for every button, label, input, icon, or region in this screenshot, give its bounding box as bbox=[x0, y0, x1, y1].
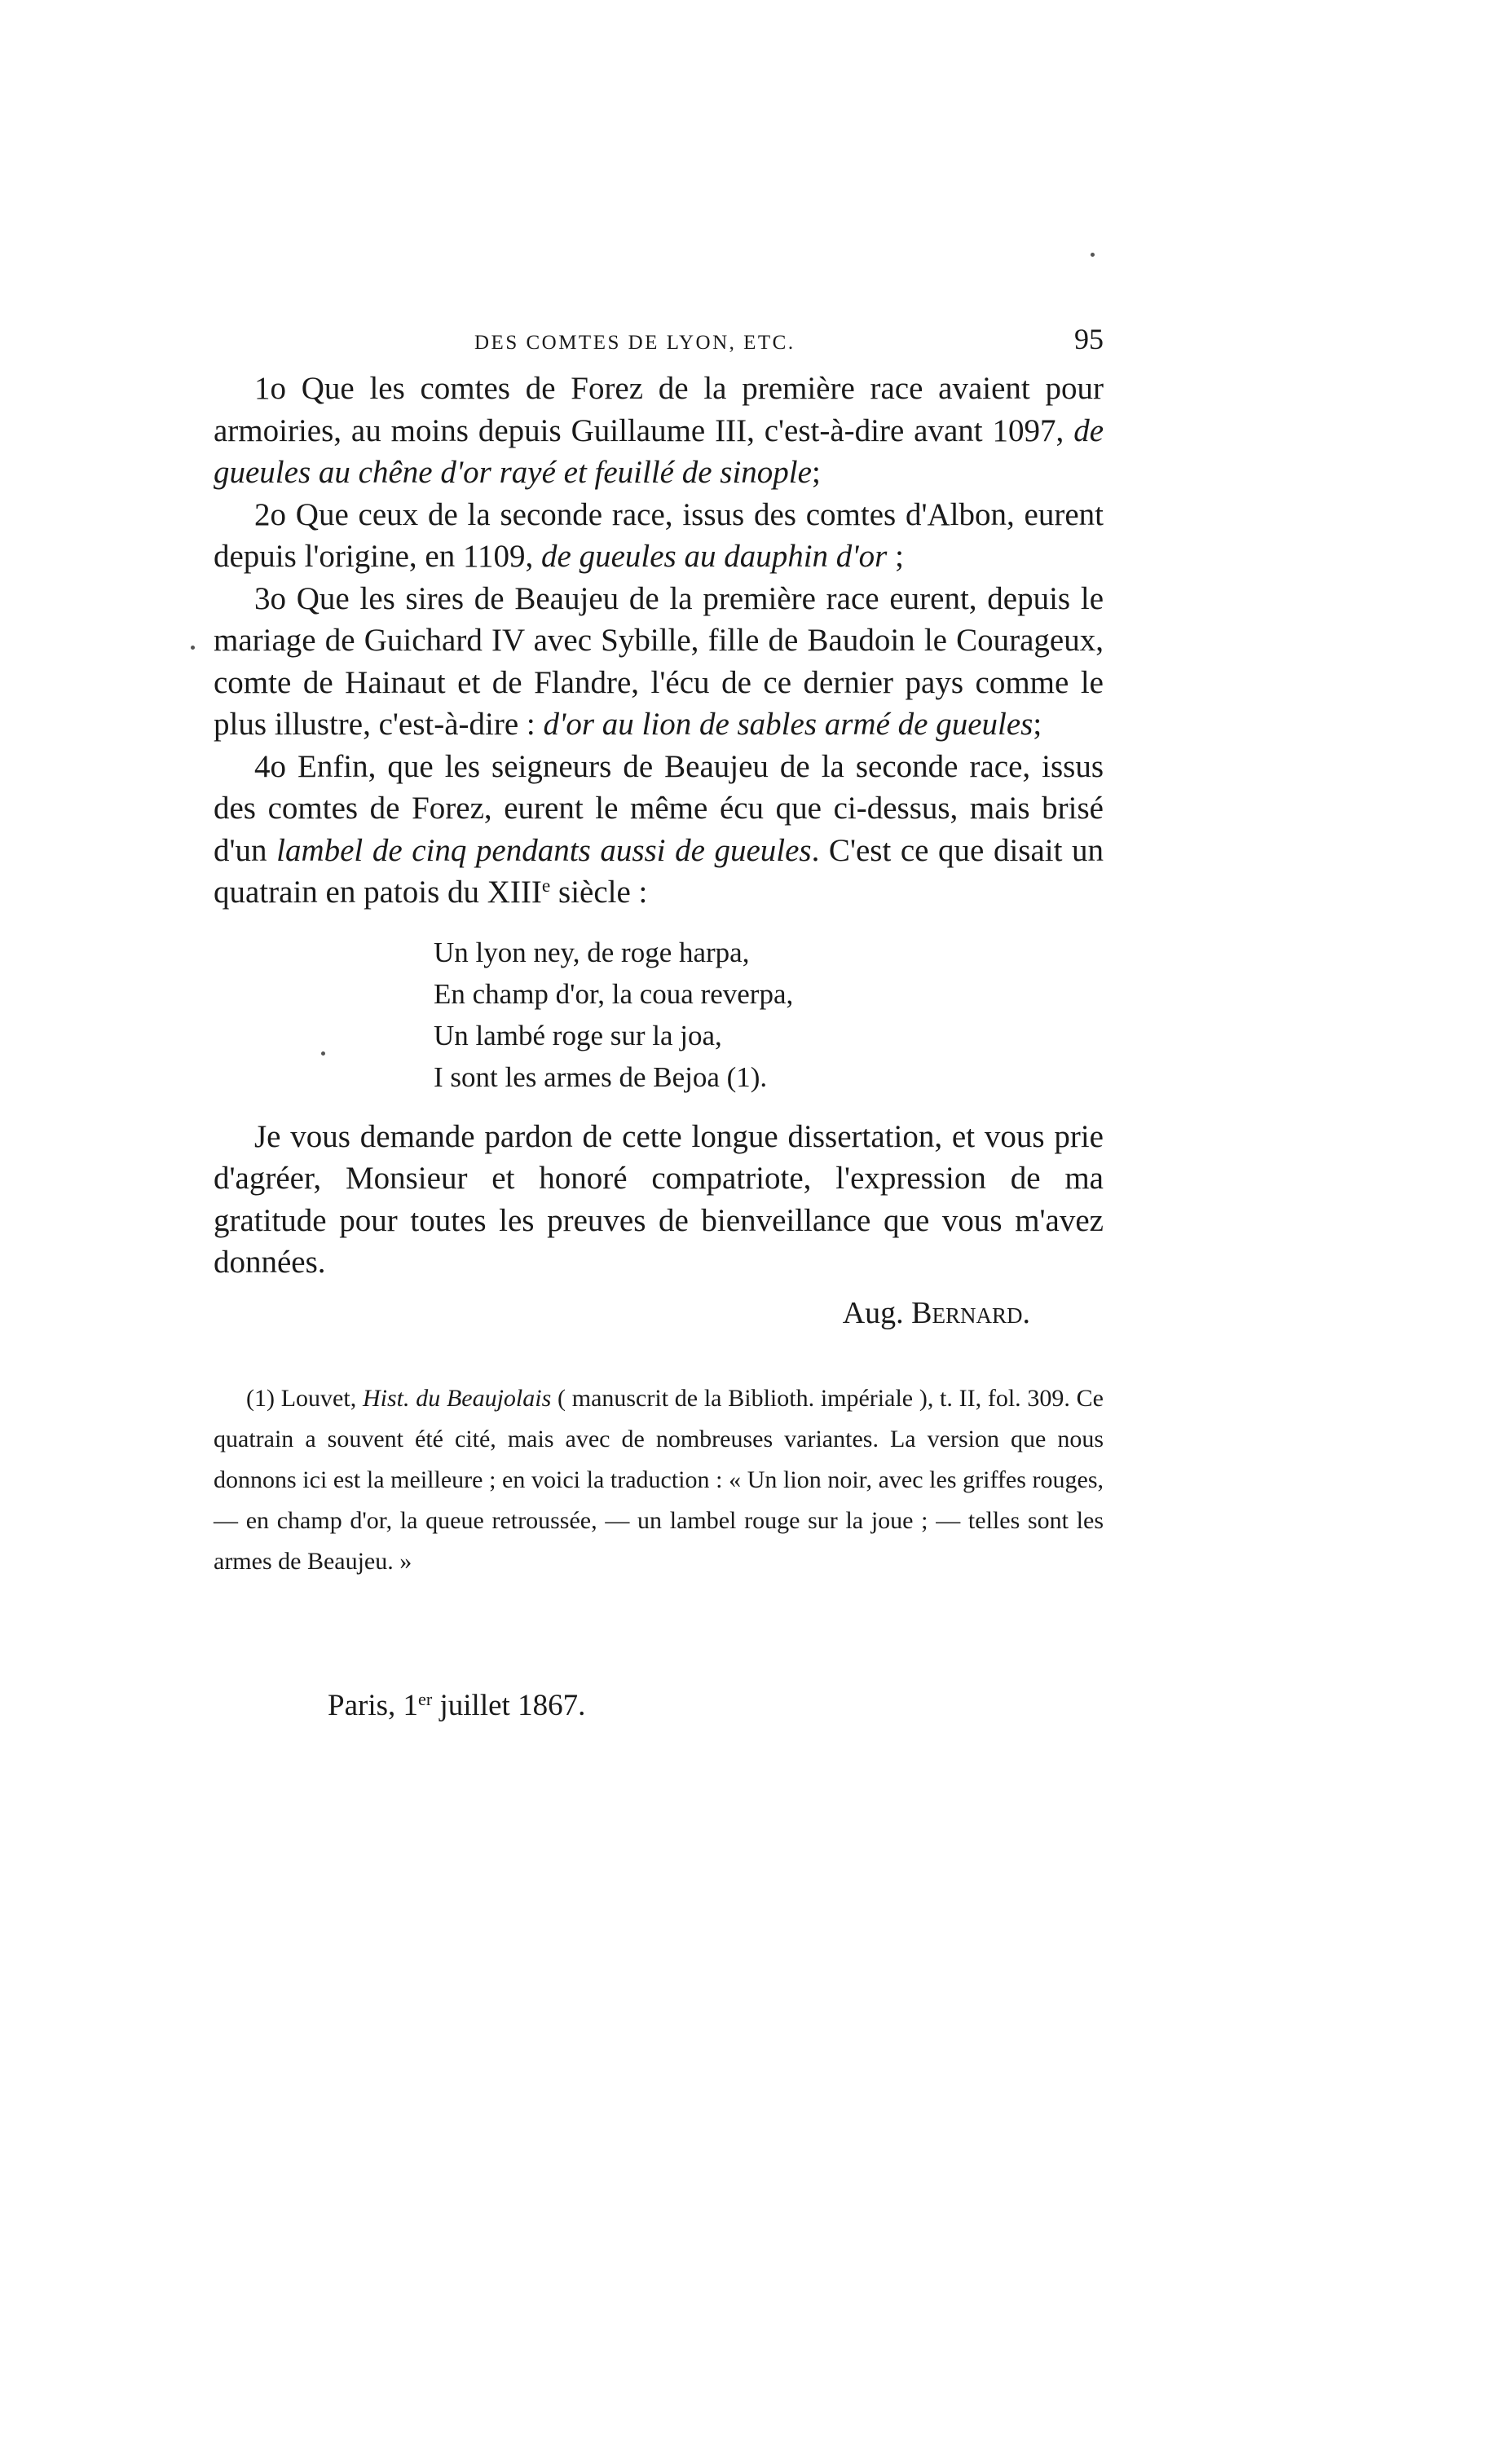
paragraph-text: Que les comtes de Forez de la première race avaient pour armoiries, au moins depuis Guillaume III, c'est-à-dire avant 1097, bbox=[214, 371, 1104, 448]
footnote-text: Louvet, bbox=[274, 1384, 363, 1412]
paper-speck bbox=[321, 1051, 325, 1056]
paragraph-italic: d'or au lion de sables armé de gueules bbox=[543, 707, 1033, 742]
footnote-mark: (1) bbox=[246, 1384, 275, 1412]
quatrain bbox=[434, 932, 1104, 1098]
superscript: e bbox=[541, 875, 551, 897]
paragraph-text: Que les sires de Beaujeu de la première race eurent, depuis le mariage de Guichard IV avec Sybille, fille de Baudoin le Courageux, comte de Hainaut et de Flandre, l'écu de ce dernier pays comme le plus illustre, c'est-à-dire : bbox=[214, 580, 1104, 742]
paragraph-text: Enfin, que les seigneurs de Beaujeu de la seconde race, issus des comtes de Forez, eurent le même écu que ci-dessus, mais brisé d'un bbox=[214, 748, 1104, 868]
signature-surname: Bernard. bbox=[911, 1295, 1030, 1330]
paragraph-text: Que ceux de la seconde race, issus des comtes d'Albon, eurent depuis l'origine, en 1109, bbox=[214, 496, 1104, 574]
place-date-text: Paris, 1 bbox=[328, 1688, 418, 1722]
paragraph-text: ; bbox=[1033, 707, 1042, 742]
signature bbox=[214, 1295, 1030, 1331]
paper-speck bbox=[1091, 253, 1095, 257]
paragraph-4 bbox=[214, 746, 1104, 914]
document-page bbox=[214, 322, 1104, 1723]
signature-first: Aug. bbox=[842, 1295, 904, 1330]
verse-line: Un lyon ney, de roge harpa, bbox=[434, 936, 750, 968]
paragraph-3 bbox=[214, 578, 1104, 746]
superscript: er bbox=[418, 1688, 433, 1709]
paragraph-italic: de gueules au dauphin d'or bbox=[541, 539, 888, 574]
running-head bbox=[214, 322, 1104, 368]
paragraph-text: siècle : bbox=[550, 875, 648, 910]
paragraph-italic: de gueules au chêne d'or rayé et feuillé de sinople bbox=[214, 412, 1104, 490]
verse-line: I sont les armes de Bejoa (1). bbox=[434, 1060, 768, 1093]
paragraph-number: 4o bbox=[254, 748, 286, 784]
paragraph-1 bbox=[214, 368, 1104, 494]
running-title: DES COMTES DE LYON, ETC. bbox=[474, 332, 795, 354]
footnote-italic: Hist. du Beaujolais bbox=[362, 1384, 552, 1412]
paragraph-text: ; bbox=[887, 539, 904, 574]
closing-paragraph: Je vous demande pardon de cette longue dissertation, et vous prie d'agréer, Monsieur et honoré compatriote, l'expression de ma gratitude pour toutes les preuves de bienveillance que vous m'avez données. bbox=[214, 1118, 1104, 1280]
paragraph-text: . C'est ce que disait un quatrain en patois du XIII bbox=[214, 832, 1104, 910]
paragraph-italic: lambel de cinq pendants aussi de gueules bbox=[276, 832, 812, 868]
footnote-text: ( manuscrit de la Biblioth. impériale ), t. II, fol. 309. Ce quatrain a souvent été cité, mais avec de nombreuses variantes. La version que nous donnons ici est la meilleure ; en voici la traduction : « Un lion noir, avec les griffes rouges, — en champ d'or, la queue retroussée, — un lambel rouge sur la joue ; — telles sont les armes de Beaujeu. » bbox=[214, 1384, 1104, 1575]
body-text bbox=[214, 368, 1104, 1284]
footnotes bbox=[214, 1378, 1104, 1582]
verse-line: En champ d'or, la coua reverpa, bbox=[434, 977, 794, 1010]
place-date-text: juillet 1867. bbox=[432, 1688, 586, 1722]
paper-speck bbox=[191, 646, 195, 650]
paragraph-number: 2o bbox=[254, 496, 286, 532]
footnote-1 bbox=[214, 1378, 1104, 1582]
place-date bbox=[328, 1688, 1104, 1723]
paragraph-number: 3o bbox=[254, 580, 286, 616]
verse-line: Un lambé roge sur la joa, bbox=[434, 1019, 722, 1051]
paragraph-number: 1o bbox=[254, 371, 286, 406]
paragraph-2 bbox=[214, 494, 1104, 578]
page-number: 95 bbox=[1074, 323, 1104, 355]
paragraph-text: ; bbox=[811, 455, 821, 490]
